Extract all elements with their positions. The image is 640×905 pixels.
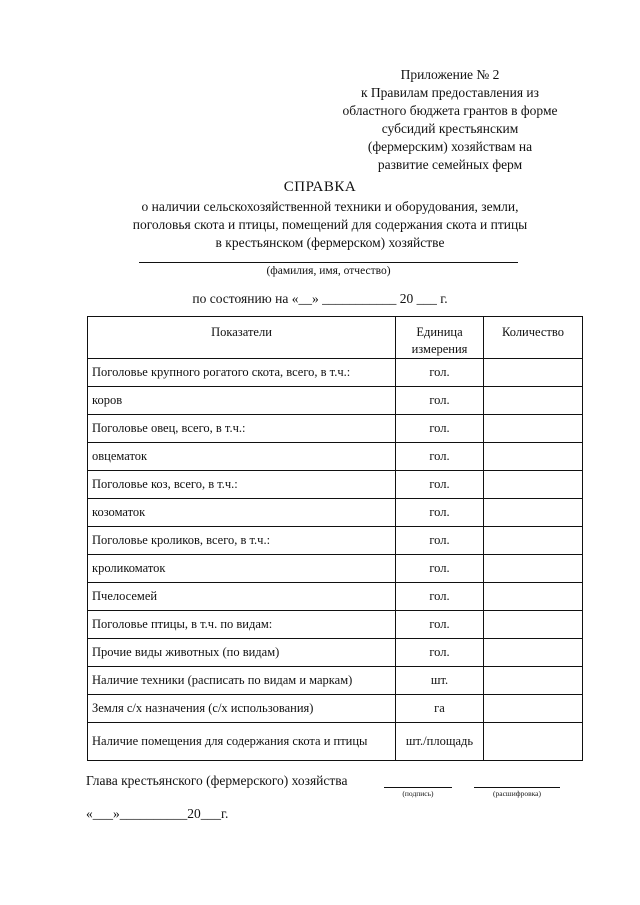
unit-cell: гол.	[396, 443, 484, 471]
quantity-cell[interactable]	[484, 499, 583, 527]
table-row	[88, 359, 583, 387]
appendix-line: субсидий крестьянским	[381, 121, 519, 136]
table-row	[88, 443, 583, 471]
header-indicator: Показатели	[88, 317, 396, 359]
table-row	[88, 695, 583, 723]
quantity-cell[interactable]	[484, 359, 583, 387]
quantity-cell[interactable]	[484, 611, 583, 639]
header-unit	[396, 317, 484, 359]
unit-cell: гол.	[396, 387, 484, 415]
table-row	[88, 667, 583, 695]
header-quantity: Количество	[484, 317, 583, 359]
decode-caption: (расшифровка)	[493, 789, 541, 798]
as-of-date-line: по состоянию на «__» ___________ 20 ___ г.	[192, 291, 448, 306]
indicator-cell: Земля с/х назначения (с/х использования)	[88, 695, 396, 723]
unit-cell: гол.	[396, 527, 484, 555]
signature-field-line[interactable]	[384, 787, 452, 788]
table-header-row	[88, 317, 583, 359]
quantity-cell[interactable]	[484, 695, 583, 723]
indicator-cell: Прочие виды животных (по видам)	[88, 639, 396, 667]
appendix-header	[330, 66, 570, 174]
appendix-line: к Правилам предоставления из	[361, 85, 539, 100]
quantity-cell[interactable]	[484, 415, 583, 443]
quantity-cell[interactable]	[484, 443, 583, 471]
indicator-cell: Пчелосемей	[88, 583, 396, 611]
indicator-cell: Поголовье крупного рогатого скота, всего, в т.ч.:	[88, 359, 396, 387]
table-row	[88, 639, 583, 667]
farm-head-label: Глава крестьянского (фермерского) хозяйства	[86, 773, 348, 788]
quantity-cell[interactable]	[484, 555, 583, 583]
table-row	[88, 387, 583, 415]
indicator-cell: Наличие помещения для содержания скота и птицы	[88, 723, 396, 761]
table-row	[88, 611, 583, 639]
subtitle-line: о наличии сельскохозяйственной техники и оборудования, земли,	[141, 199, 519, 214]
indicator-cell: овцематок	[88, 443, 396, 471]
header-unit-line: Единица	[416, 325, 463, 339]
fio-field-line[interactable]	[139, 262, 518, 263]
header-unit-line: измерения	[411, 342, 468, 356]
quantity-cell[interactable]	[484, 471, 583, 499]
appendix-line: областного бюджета грантов в форме	[342, 103, 558, 118]
quantity-cell[interactable]	[484, 583, 583, 611]
unit-cell: гол.	[396, 583, 484, 611]
indicator-cell: Поголовье кроликов, всего, в т.ч.:	[88, 527, 396, 555]
quantity-cell[interactable]	[484, 723, 583, 761]
unit-cell: гол.	[396, 639, 484, 667]
quantity-cell[interactable]	[484, 667, 583, 695]
appendix-line: (фермерским) хозяйствам на	[367, 139, 533, 154]
unit-cell: гол.	[396, 555, 484, 583]
document-title: СПРАВКА	[283, 179, 357, 195]
unit-cell: гол.	[396, 359, 484, 387]
indicator-cell: коров	[88, 387, 396, 415]
indicator-cell: кроликоматок	[88, 555, 396, 583]
table-row	[88, 723, 583, 761]
fio-caption: (фамилия, имя, отчество)	[266, 265, 391, 277]
table-row	[88, 499, 583, 527]
quantity-cell[interactable]	[484, 387, 583, 415]
indicator-cell: Наличие техники (расписать по видам и маркам)	[88, 667, 396, 695]
subtitle-line: поголовья скота и птицы, помещений для содержания скота и птицы	[132, 217, 528, 232]
indicators-table	[87, 316, 583, 761]
unit-cell: гол.	[396, 499, 484, 527]
document-subtitle	[60, 198, 600, 252]
table-row	[88, 471, 583, 499]
unit-cell: шт.	[396, 667, 484, 695]
unit-cell: гол.	[396, 611, 484, 639]
date-line: «___»__________20___г.	[86, 806, 229, 821]
unit-cell: шт./площадь	[396, 723, 484, 761]
subtitle-line: в крестьянском (фермерском) хозяйстве	[215, 235, 445, 250]
quantity-cell[interactable]	[484, 527, 583, 555]
table-row	[88, 527, 583, 555]
unit-cell: гол.	[396, 471, 484, 499]
indicator-cell: Поголовье овец, всего, в т.ч.:	[88, 415, 396, 443]
indicator-cell: Поголовье птицы, в т.ч. по видам:	[88, 611, 396, 639]
table-row	[88, 415, 583, 443]
table-row	[88, 555, 583, 583]
indicator-cell: Поголовье коз, всего, в т.ч.:	[88, 471, 396, 499]
decode-field-line[interactable]	[474, 787, 560, 788]
table-row	[88, 583, 583, 611]
unit-cell: га	[396, 695, 484, 723]
appendix-line: Приложение № 2	[400, 67, 500, 82]
unit-cell: гол.	[396, 415, 484, 443]
quantity-cell[interactable]	[484, 639, 583, 667]
signature-caption: (подпись)	[402, 789, 434, 798]
indicator-cell: козоматок	[88, 499, 396, 527]
appendix-line: развитие семейных ферм	[377, 157, 523, 172]
